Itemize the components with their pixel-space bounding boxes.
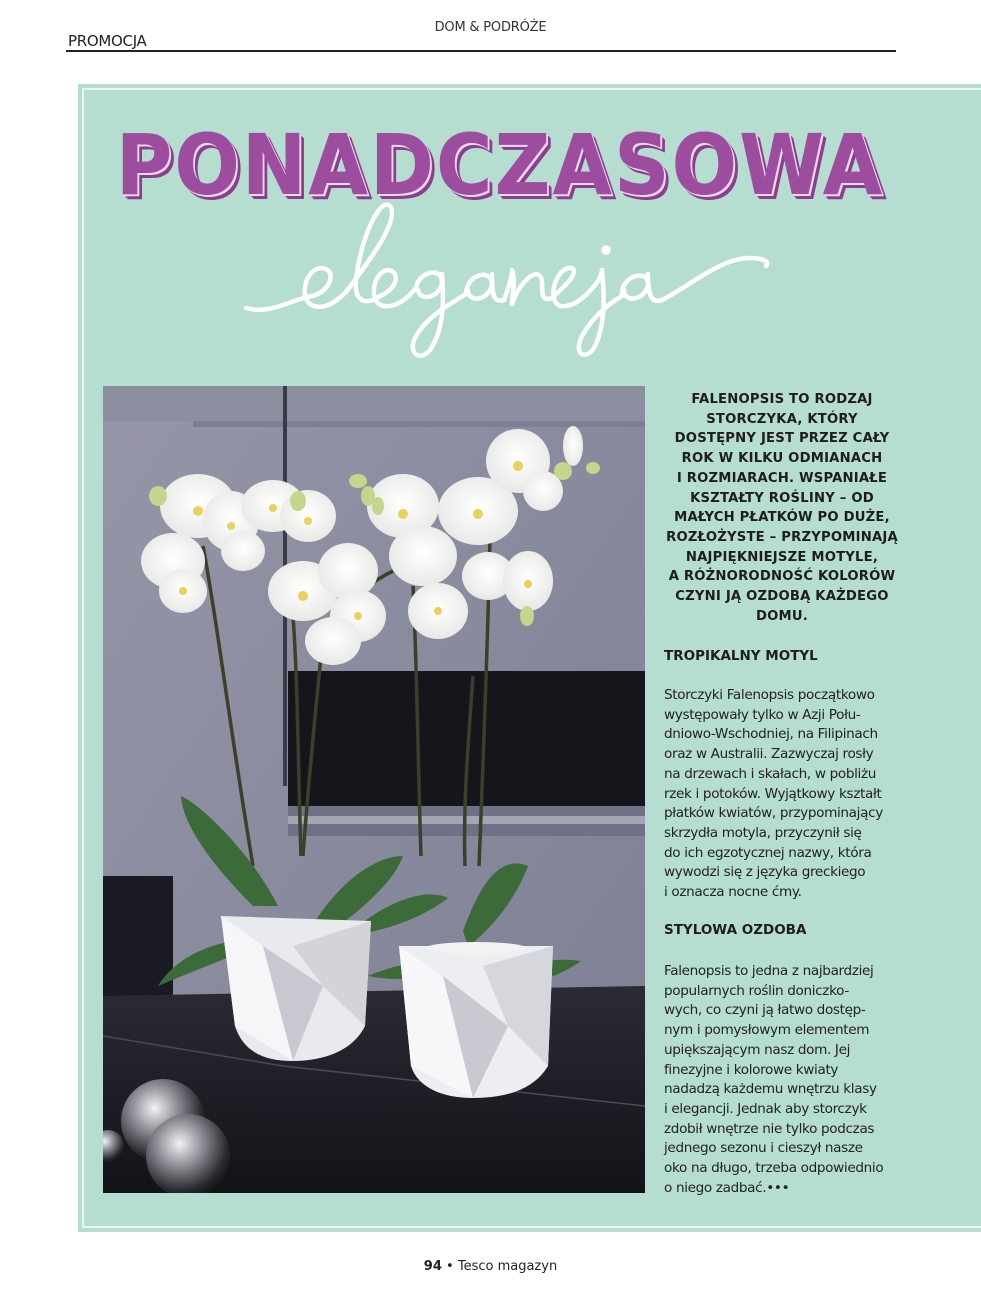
lead-line: ROZŁOŻYSTE – PRZYPOMINAJĄ xyxy=(666,529,898,545)
category-label: DOM & PODRÓŻE xyxy=(434,20,547,35)
body-line: na drzewach i skałach, w pobliżu xyxy=(664,765,877,782)
section-body-stylowa-ozdoba xyxy=(664,962,900,1198)
lead-line: STORCZYKA, KTÓRY xyxy=(706,411,858,427)
section-heading-tropikalny-motyl: TROPIKALNY MOTYL xyxy=(664,648,818,664)
lead-line: I ROZMIARACH. WSPANIAŁE xyxy=(676,470,888,486)
orchid-illustration xyxy=(103,386,645,1193)
body-line: popularnych roślin doniczko- xyxy=(664,982,849,999)
body-line: dniowo-Wschodniej, na Filipinach xyxy=(664,726,878,743)
lead-line: NAJPIĘKNIEJSZE MOTYLE, xyxy=(685,549,879,565)
footer-separator: • xyxy=(446,1259,454,1274)
lead-line: FALENOPSIS TO RODZAJ xyxy=(691,392,873,407)
body-line: wywodzi się z języka greckiego xyxy=(664,864,866,881)
body-line: o niego zadbać.••• xyxy=(664,1179,790,1196)
body-line: i oznacza nocne ćmy. xyxy=(664,884,802,901)
lead-line: MAŁYCH PŁATKÓW PO DUŻE, xyxy=(674,510,890,526)
section-label: PROMOCJA xyxy=(68,32,147,50)
body-line: i elegancji. Jednak aby storczyk xyxy=(664,1100,867,1117)
article-title: PONADCZASOWA xyxy=(115,116,885,214)
lead-line: ROK W KILKU ODMIANACH xyxy=(681,451,883,467)
body-line: oraz w Australii. Zazwyczaj rosły xyxy=(664,746,874,763)
lead-line: DOSTĘPNY JEST PRZEZ CAŁY xyxy=(674,431,890,447)
body-line: finezyjne i kolorowe kwiaty xyxy=(664,1061,839,1078)
page-footer xyxy=(0,1259,981,1274)
header-divider xyxy=(66,50,896,52)
page-number: 94 xyxy=(423,1259,442,1274)
body-line: Falenopsis to jedna z najbardziej xyxy=(664,963,874,979)
body-line: upiększającym nasz dom. Jej xyxy=(664,1041,851,1058)
body-line: skrzydła motyla, przyczynił się xyxy=(664,824,862,841)
body-line: nadadzą każdemu wnętrzu klasy xyxy=(664,1081,877,1098)
lead-line: CZYNI JĄ OZDOBĄ KAŻDEGO xyxy=(675,589,889,605)
body-line: płatków kwiatów, przypominający xyxy=(664,805,883,822)
body-line: Storczyki Falenopsis początkowo xyxy=(664,687,875,703)
body-line: wych, co czyni ją łatwo dostęp- xyxy=(664,1002,866,1019)
lead-line: KSZTAŁTY ROŚLINY – OD xyxy=(690,490,874,506)
section-heading-stylowa-ozdoba: STYLOWA OZDOBA xyxy=(664,922,807,938)
section-body-tropikalny-motyl xyxy=(664,686,900,903)
magazine-name: Tesco magazyn xyxy=(457,1259,558,1274)
lead-line: DOMU. xyxy=(756,608,808,624)
lead-line: A RÓŻNORODNOŚĆ KOLORÓW xyxy=(668,569,896,585)
lead-paragraph xyxy=(664,390,900,626)
body-line: jednego sezonu i cieszył nasze xyxy=(664,1140,863,1157)
orchid-photo xyxy=(103,386,645,1193)
body-line: rzek i potoków. Wyjątkowy kształt xyxy=(664,785,882,802)
body-line: zdobił wnętrze nie tylko podczas xyxy=(664,1120,875,1137)
body-line: występowały tylko w Azji Połu- xyxy=(664,706,861,723)
body-line: do ich egzotycznej nazwy, która xyxy=(664,844,872,861)
body-line: nym i pomysłowym elementem xyxy=(664,1022,870,1039)
script-subtitle-elegancja xyxy=(230,200,790,370)
body-line: oko na długo, trzeba odpowiednio xyxy=(664,1160,884,1177)
